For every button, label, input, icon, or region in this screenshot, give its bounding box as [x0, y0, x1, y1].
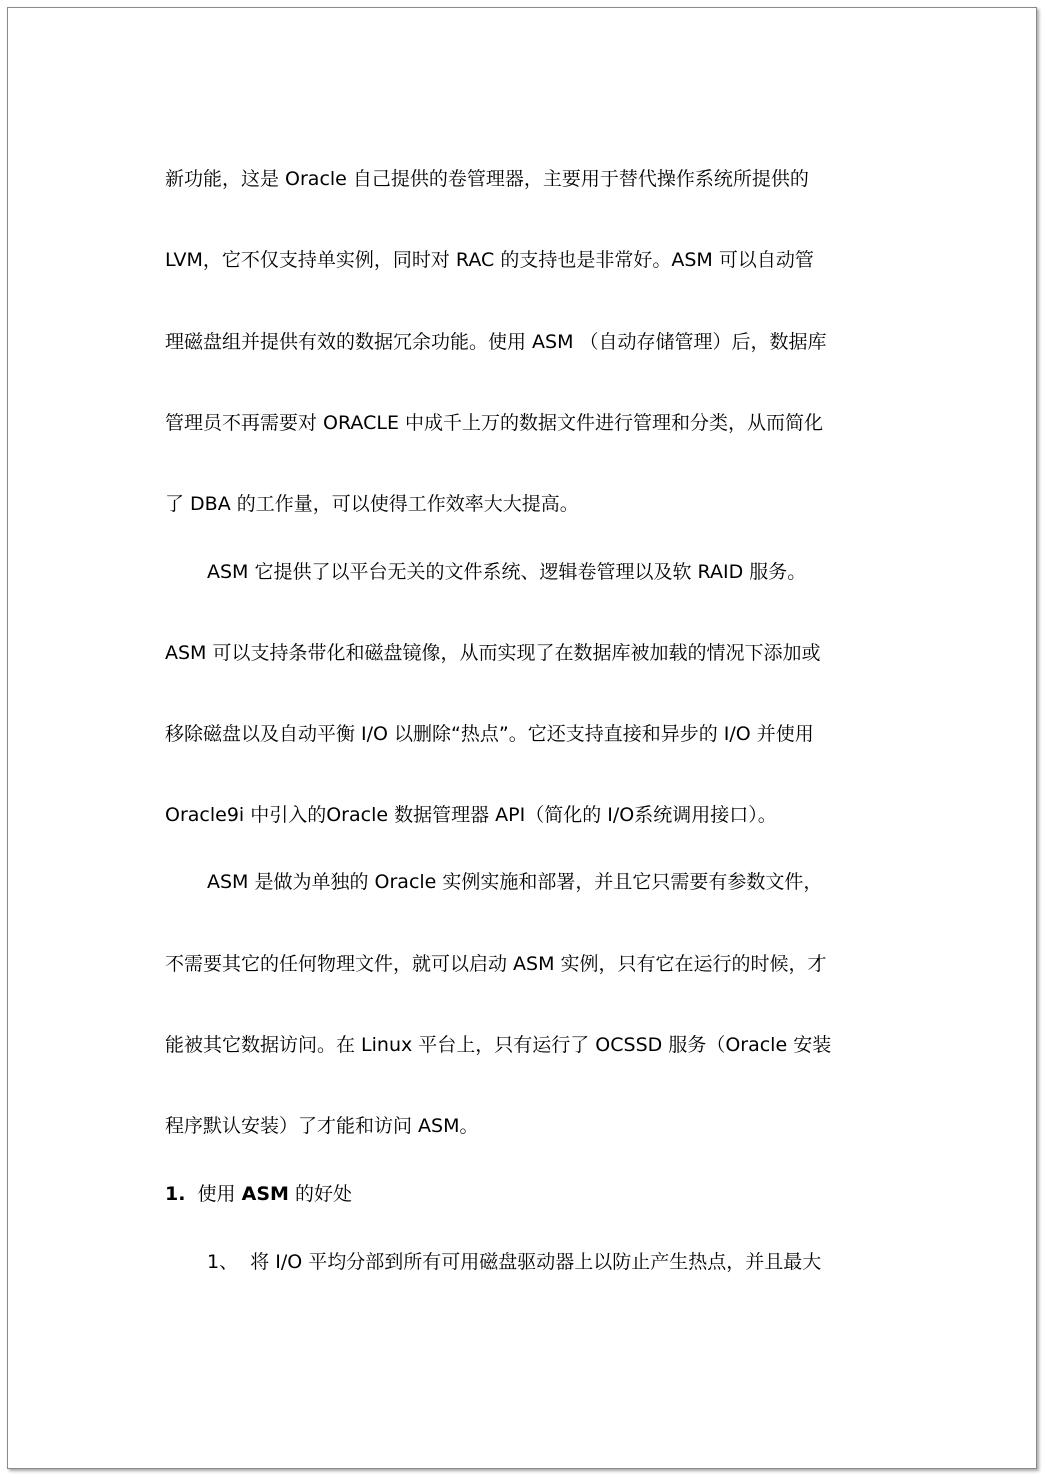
paragraph-3-line-1: ASM 是做为单独的 Oracle 实例实施和部署，并且它只需要有参数文件，	[207, 871, 823, 893]
paragraph-2-line-3: 移除磁盘以及自动平衡 I/O 以删除“热点”。它还支持直接和异步的 I/O 并使用	[165, 723, 814, 745]
paragraph-1-line-3: 理磁盘组并提供有效的数据冗余功能。使用 ASM （自动存储管理）后，数据库	[165, 331, 827, 353]
section-title-prefix: 使用	[197, 1183, 236, 1205]
list-item-1	[207, 1250, 821, 1274]
paragraph-3-line-3: 能被其它数据访问。在 Linux 平台上，只有运行了 OCSSD 服务（Oracle 安装	[165, 1034, 832, 1056]
paragraph-1-line-1: 新功能，这是 Oracle 自己提供的卷管理器，主要用于替代操作系统所提供的	[165, 168, 809, 190]
paragraph-2-line-4: Oracle9i 中引入的Oracle 数据管理器 API（简化的 I/O系统调用接口）。	[165, 804, 777, 826]
section-heading	[165, 1182, 352, 1206]
list-item-marker: 1、	[207, 1251, 239, 1273]
paragraph-3-line-2: 不需要其它的任何物理文件，就可以启动 ASM 实例，只有它在运行的时候，才	[165, 953, 827, 975]
paragraph-3-line-4: 程序默认安装）了才能和访问 ASM。	[165, 1115, 479, 1137]
section-number: 1.	[165, 1183, 186, 1205]
document-page	[7, 7, 1037, 1469]
list-item-text: 将 I/O 平均分部到所有可用磁盘驱动器上以防止产生热点，并且最大	[250, 1251, 822, 1273]
paragraph-1-line-4: 管理员不再需要对 ORACLE 中成千上万的数据文件进行管理和分类，从而简化	[165, 412, 823, 434]
paragraph-2-line-1: ASM 它提供了以平台无关的文件系统、逻辑卷管理以及软 RAID 服务。	[207, 561, 807, 583]
section-title-suffix: 的好处	[294, 1183, 352, 1205]
paragraph-1-line-5: 了 DBA 的工作量，可以使得工作效率大大提高。	[165, 493, 579, 515]
paragraph-1-line-2: LVM，它不仅支持单实例，同时对 RAC 的支持也是非常好。ASM 可以自动管	[165, 249, 814, 271]
paragraph-2-line-2: ASM 可以支持条带化和磁盘镜像，从而实现了在数据库被加载的情况下添加或	[165, 642, 821, 664]
section-title-bold: ASM	[241, 1183, 289, 1205]
